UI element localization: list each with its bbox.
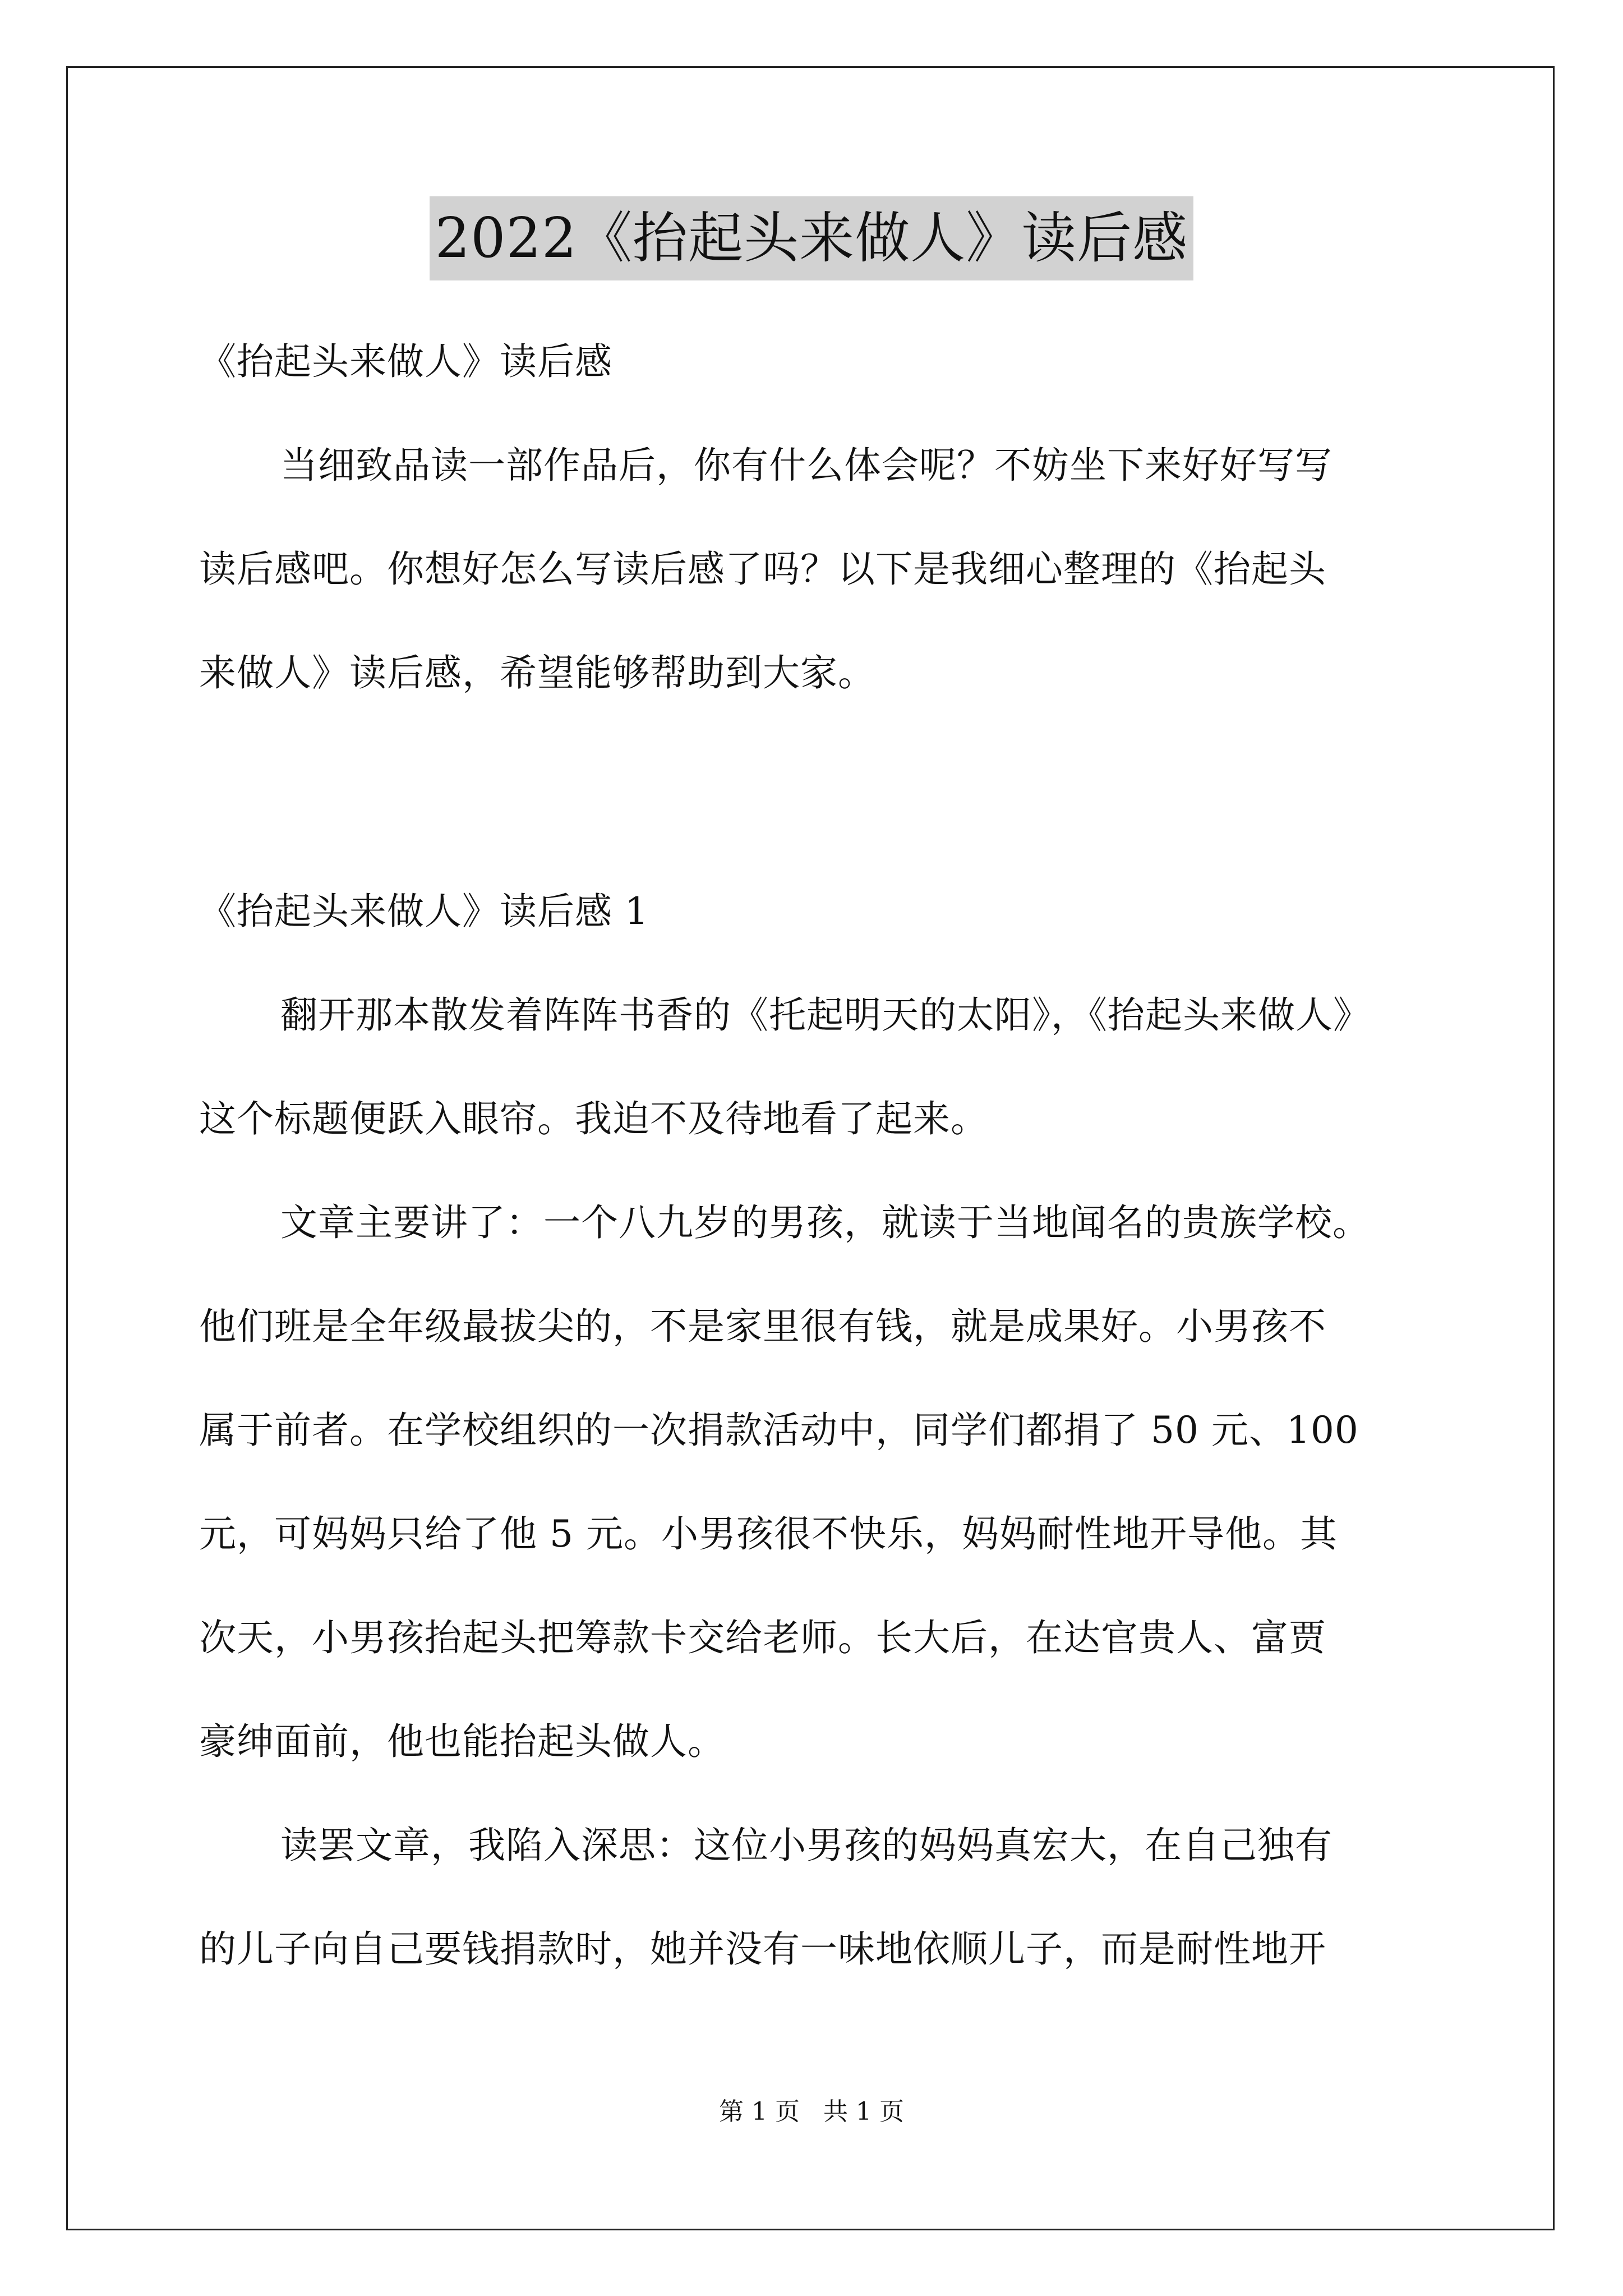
paragraph2-line-6: 豪绅面前，他也能抬起头做人。 (199, 1720, 725, 1763)
paragraph2-line-1: 文章主要讲了：一个八九岁的男孩，就读于当地闻名的贵族学校。 (280, 1201, 1370, 1244)
intro-line-1: 当细致品读一部作品后，你有什么体会呢？不妨坐下来好好写写 (280, 444, 1332, 487)
intro-line-2: 读后感吧。你想好怎么写读后感了吗？以下是我细心整理的《抬起头 (199, 547, 1326, 591)
paragraph2-line-5: 次天，小男孩抬起头把筹款卡交给老师。长大后，在达官贵人、富贾 (199, 1616, 1326, 1659)
paragraph1-line-2: 这个标题便跃入眼帘。我迫不及待地看了起来。 (199, 1097, 988, 1140)
paragraph2-line-4: 元，可妈妈只给了他 5 元。小男孩很不快乐，妈妈耐性地开导他。其 (199, 1512, 1338, 1556)
document-title: 2022《抬起头来做人》读后感 (430, 196, 1193, 280)
subtitle: 《抬起头来做人》读后感 (199, 340, 612, 383)
page-border (66, 66, 1555, 2230)
title-wrap (0, 196, 1623, 280)
paragraph2-line-3: 属于前者。在学校组织的一次捐款活动中，同学们都捐了 50 元、100 (199, 1409, 1359, 1452)
intro-line-3: 来做人》读后感，希望能够帮助到大家。 (199, 651, 875, 694)
paragraph1-line-1: 翻开那本散发着阵阵书香的《托起明天的太阳》，《抬起头来做人》 (280, 993, 1371, 1037)
paragraph3-line-2: 的儿子向自己要钱捐款时，她并没有一味地依顺儿子，而是耐性地开 (199, 1927, 1326, 1971)
page-footer: 第 1 页 共 1 页 (719, 2097, 904, 2126)
paragraph3-line-1: 读罢文章，我陷入深思：这位小男孩的妈妈真宏大，在自己独有 (280, 1824, 1332, 1867)
section-heading: 《抬起头来做人》读后感 1 (199, 890, 649, 933)
paragraph2-line-2: 他们班是全年级最拔尖的，不是家里很有钱，就是成果好。小男孩不 (199, 1305, 1326, 1348)
